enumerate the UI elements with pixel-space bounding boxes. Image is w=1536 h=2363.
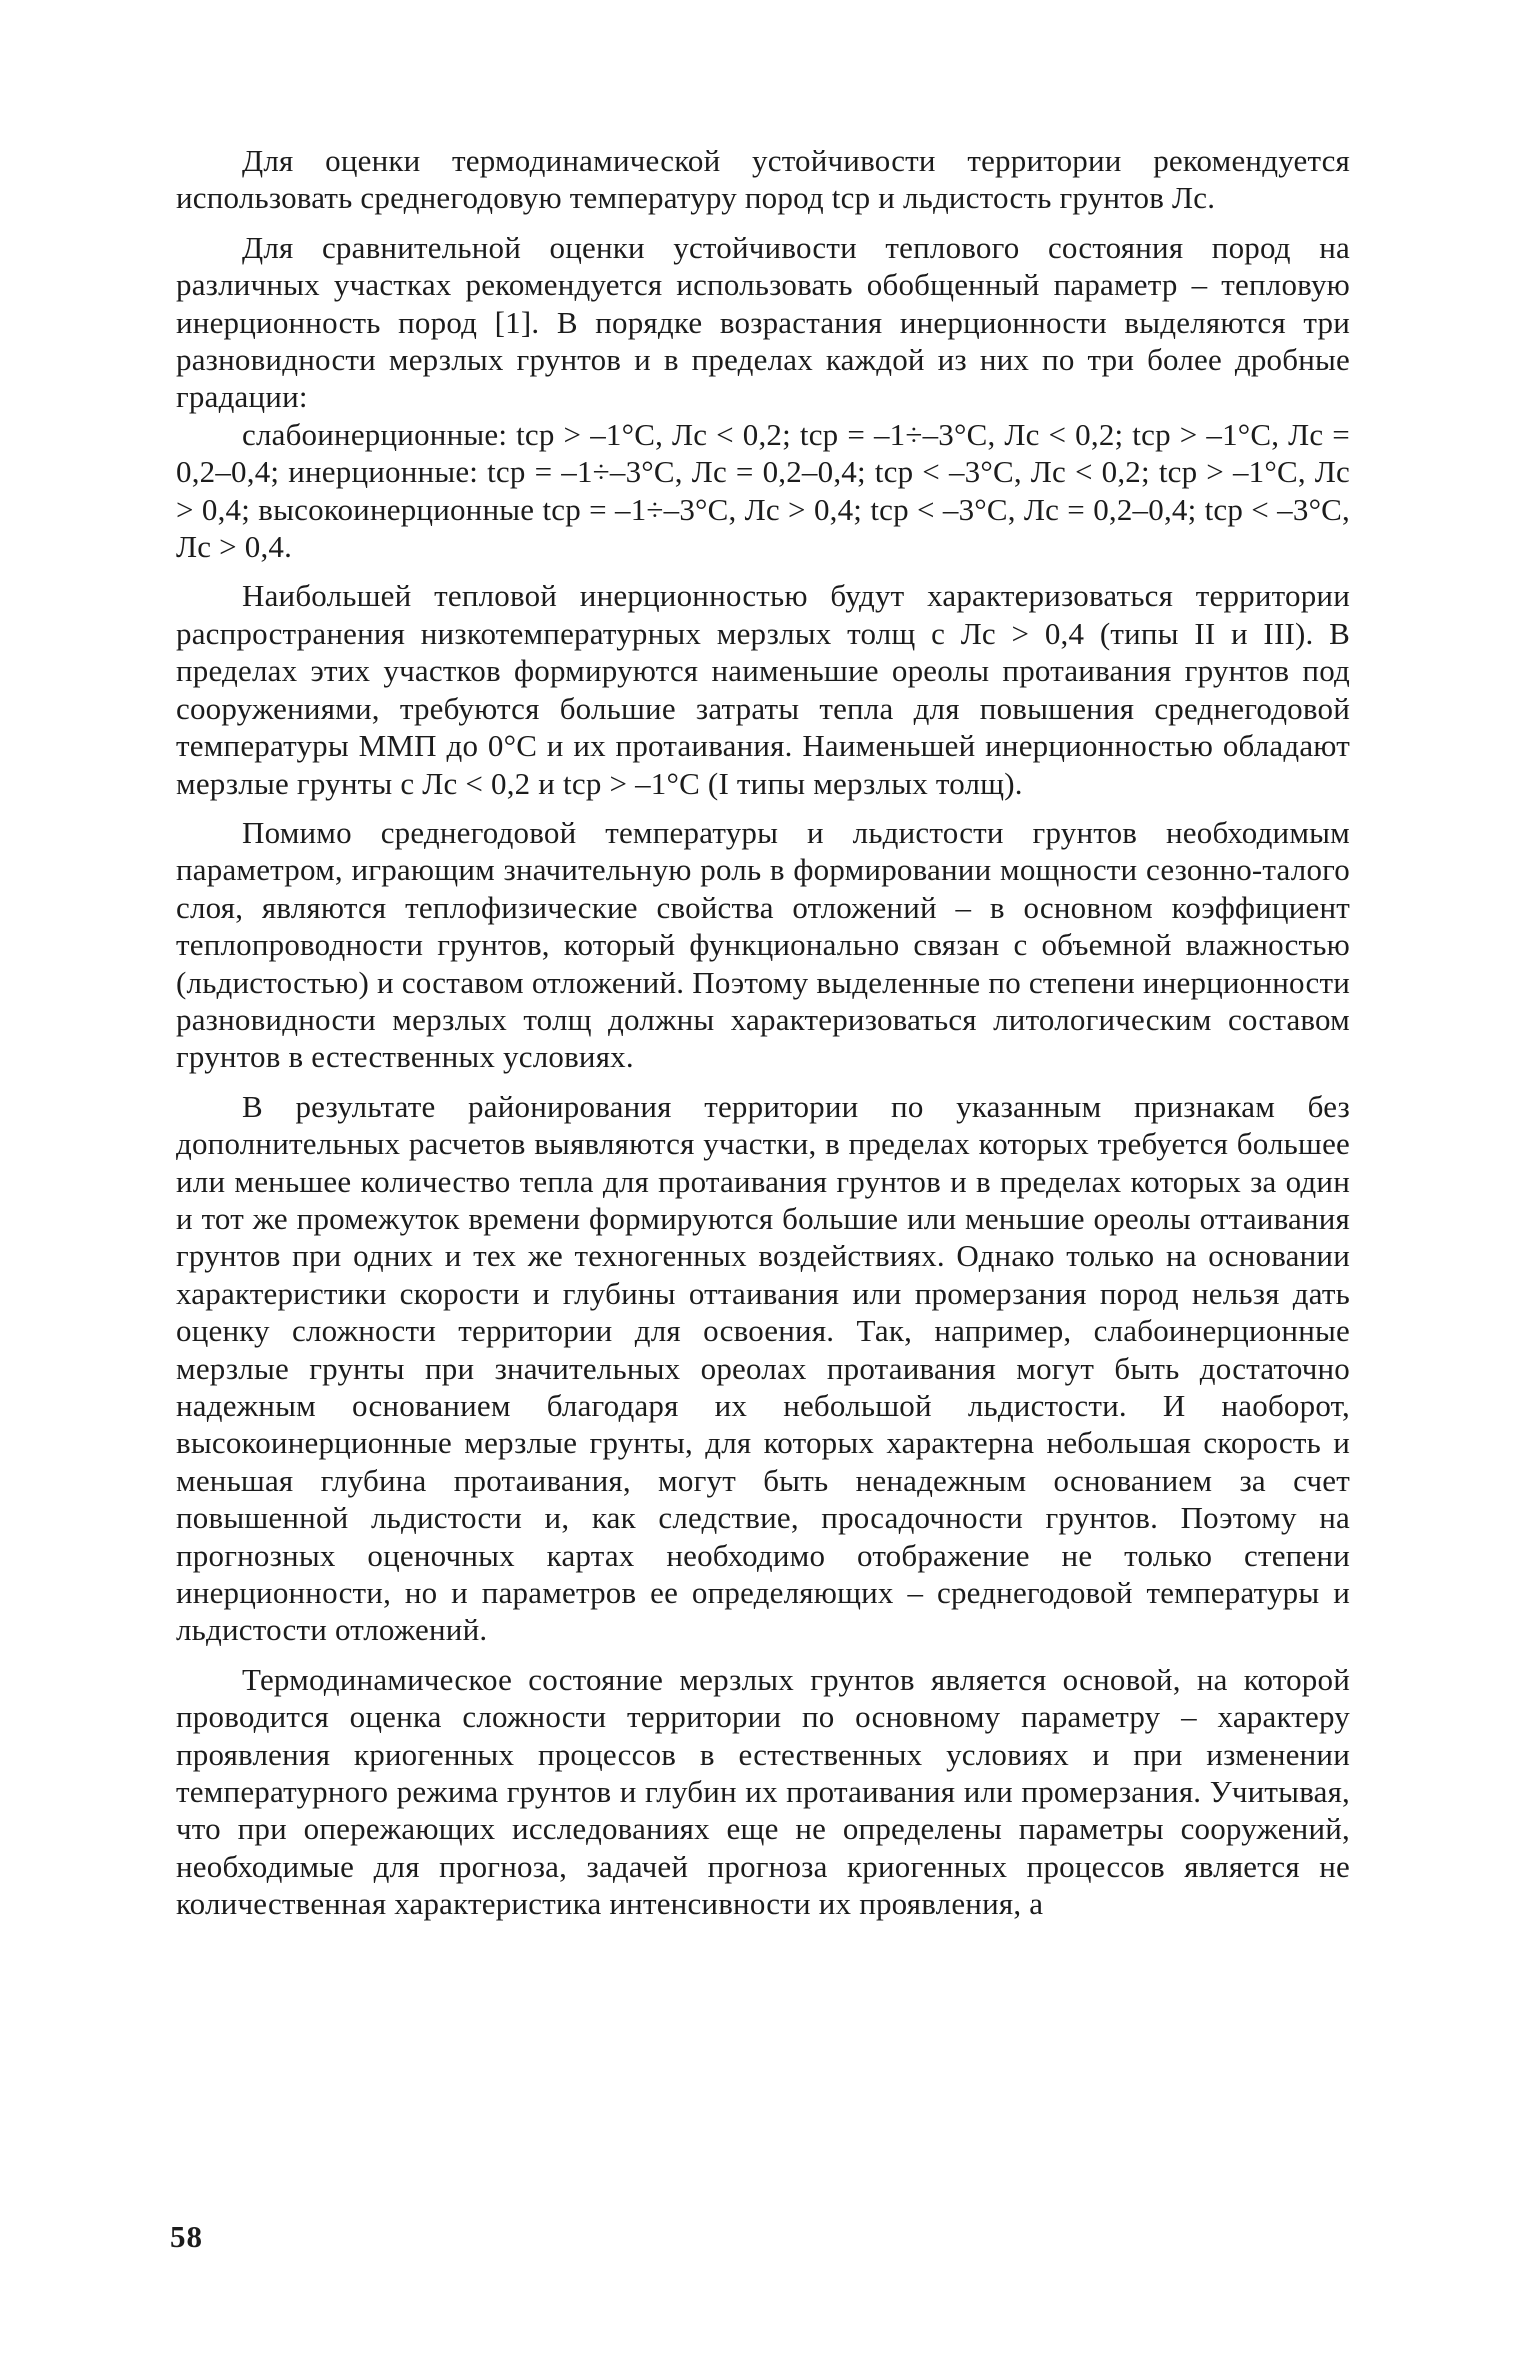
paragraph-6: В результате районирования территории по указанным признакам без дополнительных расчетов выявляются участки, в пределах которых требуется большее или меньшее количество тепла для протаивания грунтов и в пределах которых за один и тот же промежуток времени формируются большие или меньшие ореолы оттаивания грунтов при одних и тех же техногенных воздействиях. Однако только на основании характеристики скорости и глубины оттаивания или промерзания пород нельзя дать оценку сложности территории для освоения. Так, например, слабоинерционные мерзлые грунты при значительных ореолах протаивания могут быть достаточно надежным основанием благодаря их небольшой льдистости. И наоборот, высокоинерционные мерзлые грунты, для которых характерна небольшая скорость и меньшая глубина протаивания, могут быть ненадежным основанием за счет повышенной льдистости и, как следствие, просадочности грунтов. Поэтому на прогнозных оценочных картах необходимо отображение не только степени инерционности, но и параметров ее определяющих – среднегодовой температуры и льдистости отложений.: [176, 1088, 1350, 1648]
body-text: [176, 142, 1350, 1923]
paragraph-3-gradations: слабоинерционные: tср > –1°С, Лс < 0,2; tср = –1÷–3°С, Лс < 0,2; tср > –1°С, Лс = 0,2–0,4; инерционные: tср = –1÷–3°С, Лс = 0,2–0,4; tср < –3°С, Лс < 0,2; tср > –1°С, Лс > 0,4; высокоинерционные tср = –1÷–3°С, Лс > 0,4; tср < –3°С, Лс = 0,2–0,4; tср < –3°С, Лс > 0,4.: [176, 416, 1350, 565]
page-number: 58: [170, 2219, 203, 2254]
paragraph-4: Наибольшей тепловой инерционностью будут характеризоваться территории распространения низкотемпературных мерзлых толщ с Лс > 0,4 (типы II и III). В пределах этих участков формируются наименьшие ореолы протаивания грунтов под сооружениями, требуются большие затраты тепла для повышения среднегодовой температуры ММП до 0°С и их протаивания. Наименьшей инерционностью обладают мерзлые грунты с Лс < 0,2 и tср > –1°С (I типы мерзлых толщ).: [176, 578, 1350, 801]
paragraph-5: Помимо среднегодовой температуры и льдистости грунтов необходимым параметром, играющим значительную роль в формировании мощности сезонно-талого слоя, являются теплофизические свойства отложений – в основном коэффициент теплопроводности грунтов, который функционально связан с объемной влажностью (льдистостью) и составом отложений. Поэтому выделенные по степени инерционности разновидности мерзлых толщ должны характеризоваться литологическим составом грунтов в естественных условиях.: [176, 814, 1350, 1075]
paragraph-7: Термодинамическое состояние мерзлых грунтов является основой, на которой проводится оценка сложности территории по основному параметру – характеру проявления криогенных процессов в естественных условиях и при изменении температурного режима грунтов и глубин их протаивания или промерзания. Учитывая, что при опережающих исследованиях еще не определены параметры сооружений, необходимые для прогноза, задачей прогноза криогенных процессов является не количественная характеристика интенсивности их проявления, а: [176, 1661, 1350, 1922]
paragraph-2: Для сравнительной оценки устойчивости теплового состояния пород на различных участках рекомендуется использовать обобщенный параметр – тепловую инерционность пород [1]. В порядке возрастания инерционности выделяются три разновидности мерзлых грунтов и в пределах каждой из них по три более дробные градации:: [176, 229, 1350, 415]
paragraph-1: Для оценки термодинамической устойчивости территории рекомендуется использовать среднегодовую температуру пород tср и льдистость грунтов Лс.: [176, 143, 1350, 216]
